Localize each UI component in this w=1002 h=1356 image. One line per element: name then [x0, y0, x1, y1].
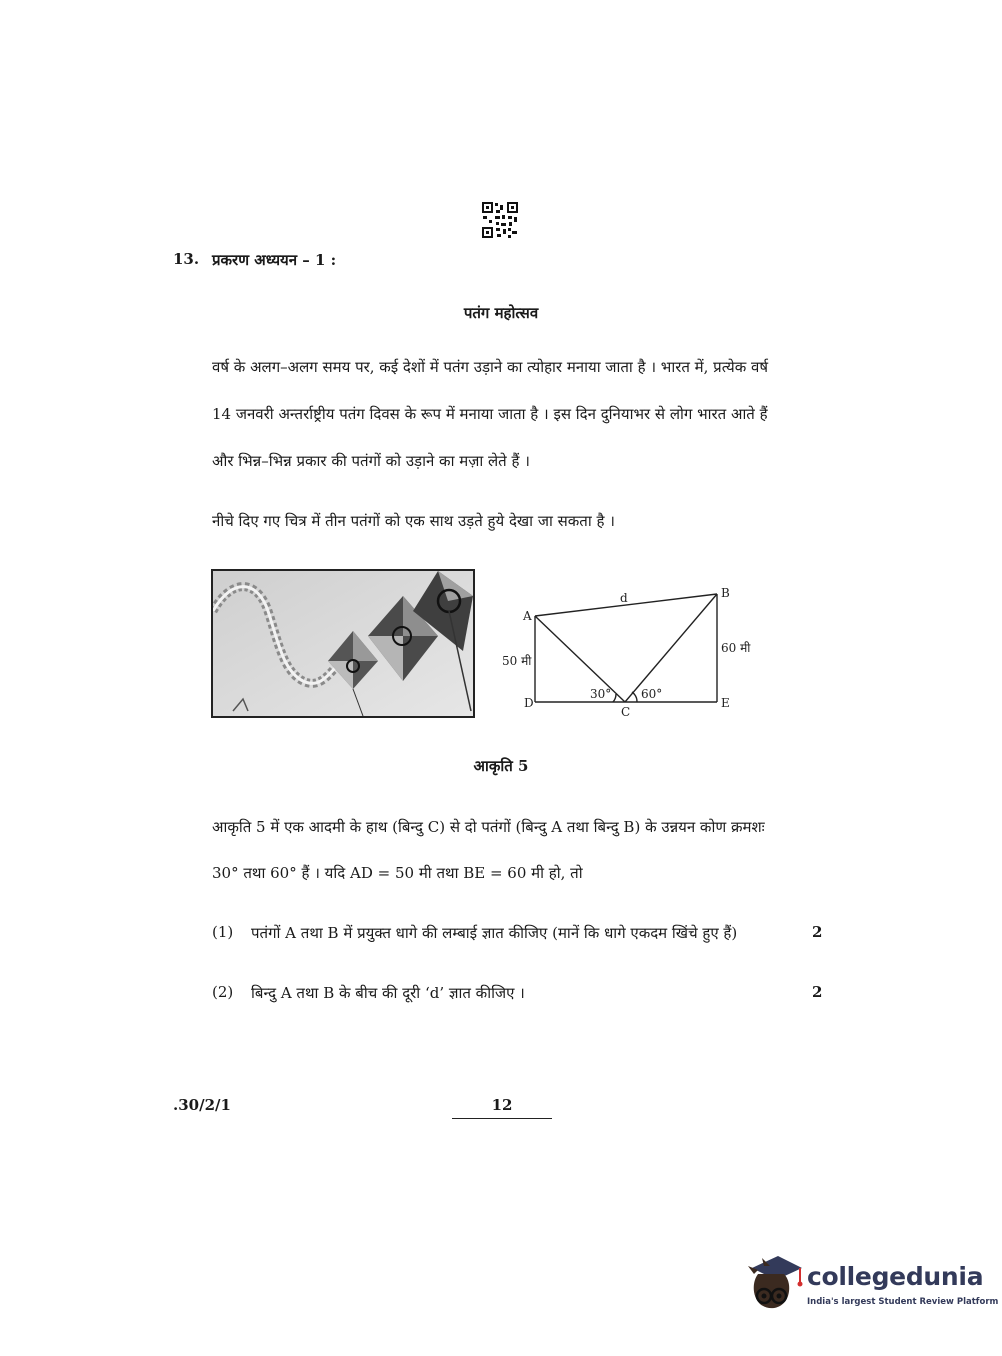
paragraph-3-line-1: आकृति 5 में एक आदमी के हाथ (बिन्दु C) से दो पतंगों (बिन्दु A तथा बिन्दु B) के उन्नयन कोण क्रमशः [212, 818, 765, 836]
section-heading: पतंग महोत्सव [463, 304, 539, 322]
string-BC [625, 594, 717, 702]
question-title: प्रकरण अध्ययन – 1 : [212, 251, 337, 269]
collegedunia-mascot-icon [744, 1252, 804, 1314]
subquestion-2-text: बिन्दु A तथा B के बीच की दूरी ‘d’ ज्ञात कीजिए । [251, 984, 525, 1002]
page-number: 12 [452, 1096, 552, 1119]
qr-code-icon [481, 201, 519, 239]
angle-arc-left [613, 694, 616, 702]
subquestion-1-number: (1) [212, 923, 234, 941]
question-number: 13. [173, 250, 200, 268]
kite-photo-illustration [213, 571, 473, 716]
kite-photo [211, 569, 475, 718]
label-angle-30: 30° [590, 687, 612, 701]
label-B: B [721, 586, 730, 600]
subquestion-2-marks: 2 [812, 983, 823, 1001]
label-E: E [721, 696, 730, 710]
paragraph-1-line-1: वर्ष के अलग–अलग समय पर, कई देशों में पतंग उड़ाने का त्योहार मनाया जाता है । भारत में, प्रत्येक वर्ष [212, 358, 769, 376]
kite-geometry-diagram [495, 580, 765, 725]
paragraph-1-line-3: और भिन्न–भिन्न प्रकार की पतंगों को उड़ाने का मज़ा लेते हैं । [212, 452, 530, 470]
subquestion-1-text: पतंगों A तथा B में प्रयुक्त धागे की लम्बाई ज्ञात कीजिए (मानें कि धागे एकदम खिंचे हुए हैं) [251, 924, 738, 942]
figure-caption: आकृति 5 [473, 757, 529, 775]
label-BE-length: 60 मी [721, 641, 751, 655]
paragraph-2: नीचे दिए गए चित्र में तीन पतंगों को एक साथ उड़ते हुये देखा जा सकता है । [212, 512, 615, 530]
collegedunia-tagline: India's largest Student Review Platform [807, 1297, 999, 1307]
label-D: D [524, 696, 534, 710]
collegedunia-wordmark: collegedunia [807, 1262, 984, 1291]
paper-code: .30/2/1 [173, 1096, 231, 1114]
label-AD-length: 50 मी [502, 654, 532, 668]
paragraph-3-line-2: 30° तथा 60° हैं । यदि AD = 50 मी तथा BE = 60 मी हो, तो [212, 864, 583, 882]
label-angle-60: 60° [641, 687, 663, 701]
paragraph-1-line-2: 14 जनवरी अन्तर्राष्ट्रीय पतंग दिवस के रूप में मनाया जाता है । इस दिन दुनियाभर से लोग भारत आते हैं [212, 405, 768, 423]
string-AC [535, 616, 625, 702]
label-A: A [523, 609, 532, 623]
subquestion-1-marks: 2 [812, 923, 823, 941]
subquestion-2-number: (2) [212, 983, 234, 1001]
label-d: d [620, 591, 628, 605]
label-C: C [621, 705, 631, 719]
